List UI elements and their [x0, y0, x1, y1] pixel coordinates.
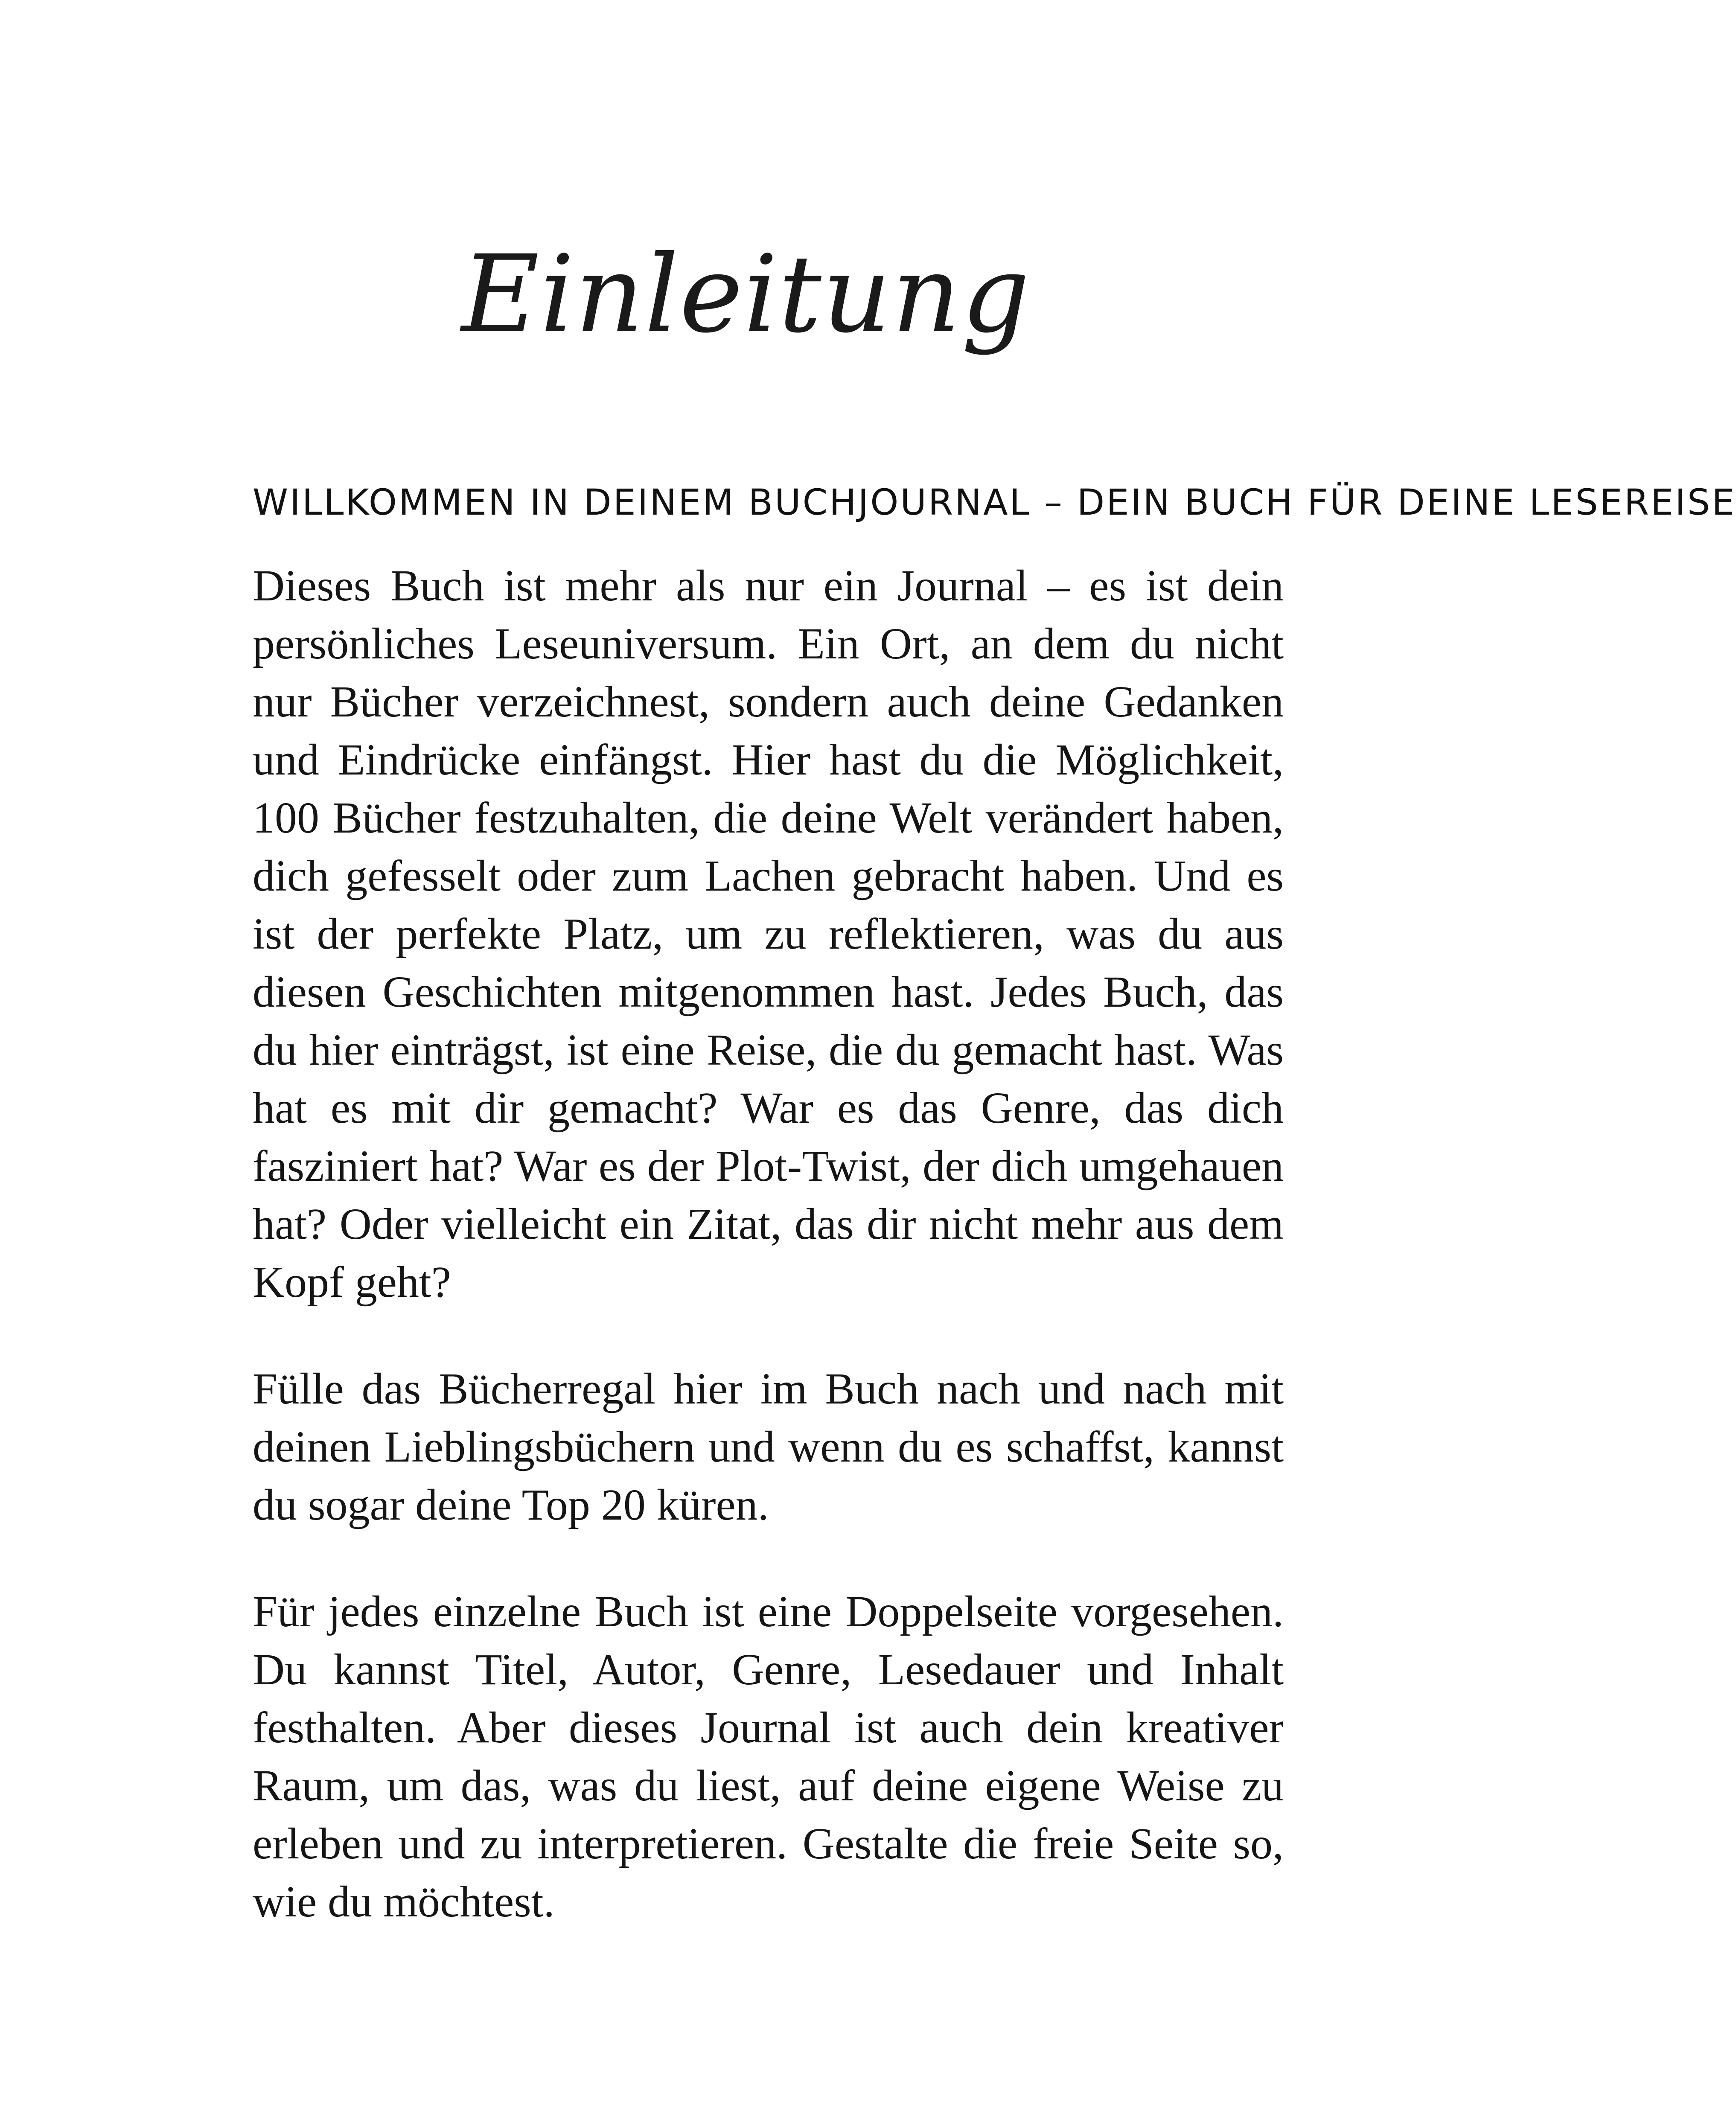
paragraph-intro: Dieses Buch ist mehr als nur ein Journal – es ist dein persönliches Leseuniversum. Ein Ort, an dem du nicht nur Bücher verzeichnest, sondern auch deine Gedanken und Eindrücke einfängst. Hier hast du die Möglichkeit, 100 Bücher festzuhalten, die deine Welt verändert haben, dich gefesselt oder zum Lachen gebracht haben. Und es ist der perfekte Platz, um zu reflektieren, was du aus diesen Geschichten mitgenommen hast. Jedes Buch, das du hier einträgst, ist eine Reise, die du gemacht hast. Was hat es mit dir gemacht? War es das Genre, das dich fasziniert hat? War es der Plot-Twist, der dich umgehauen hat? Oder vielleicht ein Zitat, das dir nicht mehr aus dem Kopf geht? — [253, 561, 1284, 1307]
paragraph-bookshelf: Fülle das Bücherregal hier im Buch nach und nach mit deinen Lieblingsbüchern und wenn du es schaffst, kannst du sogar deine Top 20 küren. — [253, 1364, 1284, 1529]
section-subtitle: WILLKOMMEN IN DEINEM BUCHJOURNAL – DEIN BUCH FÜR DEINE LESEREISE — [253, 481, 1736, 523]
body-text — [253, 557, 1284, 1980]
paragraph-double-page: Für jedes einzelne Buch ist eine Doppelseite vorgesehen. Du kannst Titel, Autor, Genre, Lesedauer und Inhalt festhalten. Aber dieses Journal ist auch dein kreativer Raum, um das, was du liest, auf deine eigene Weise zu erleben und zu interpretieren. Gestalte die freie Seite so, wie du möchtest. — [253, 1587, 1284, 1926]
page-title: Einleitung — [461, 232, 1031, 356]
